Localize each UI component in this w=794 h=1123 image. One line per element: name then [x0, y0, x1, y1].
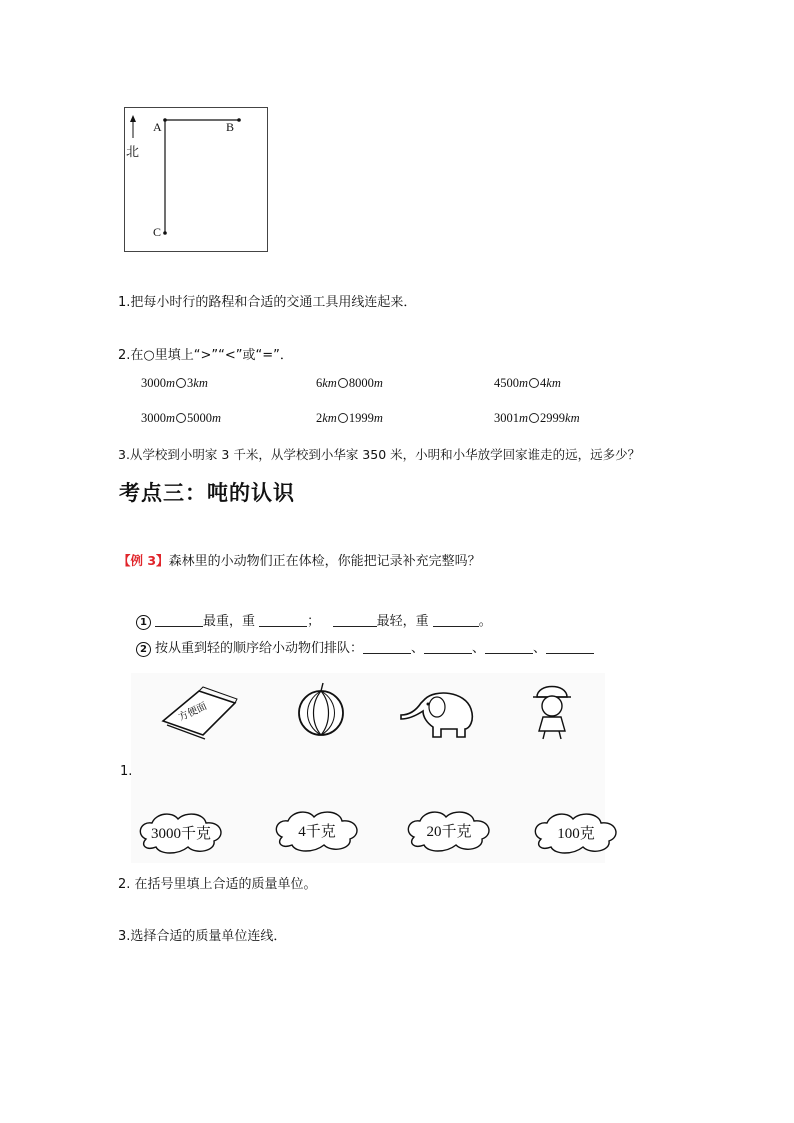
question-2b-text: 2. 在括号里填上合适的质量单位。 — [118, 877, 317, 892]
weight-label: 4千克 — [298, 824, 336, 840]
animals-picture-panel — [120, 673, 605, 863]
point-c-label: C — [153, 225, 162, 239]
example-3-line — [118, 550, 481, 569]
example-tag: 【例 3】 — [118, 553, 169, 568]
compare-circle[interactable] — [338, 413, 348, 423]
weight-cloud — [404, 807, 494, 853]
order-blank[interactable] — [485, 641, 533, 654]
direction-map-drawing — [125, 108, 269, 253]
compare-circle[interactable] — [529, 378, 539, 388]
point-c — [163, 231, 167, 235]
circled-number: 1 — [136, 615, 151, 630]
section-heading: 考点三：吨的认识 — [119, 481, 295, 505]
compare-item: 4500m 4km — [494, 376, 561, 390]
question-1-text: 1.把每小时行的路程和合适的交通工具用线连起来． — [118, 295, 417, 310]
elephant-icon — [395, 685, 481, 741]
direction-map-figure — [124, 107, 268, 252]
weight-label: 100克 — [557, 826, 595, 842]
weight-cloud — [136, 809, 226, 855]
compare-circle[interactable] — [529, 413, 539, 423]
blank-heaviest-weight[interactable] — [259, 614, 307, 627]
weight-cloud — [272, 807, 362, 853]
child-icon — [529, 679, 575, 741]
fill-text: 、 — [533, 641, 547, 656]
example-text: 森林里的小动物们正在体检，你能把记录补充完整吗？ — [168, 554, 481, 569]
fill-line-1 — [136, 610, 492, 630]
fill-line-2 — [136, 637, 594, 657]
compare-item: 3000m 3km — [141, 376, 208, 390]
question-3b-text: 3.选择合适的质量单位连线． — [118, 929, 287, 944]
point-b-label: B — [226, 120, 235, 134]
circled-number: 2 — [136, 642, 151, 657]
question-2-title: 2.在○里填上“>”“<”或“=”． — [118, 348, 293, 363]
noodle-label: 方便面 — [176, 700, 209, 724]
blank-lightest-weight[interactable] — [433, 614, 479, 627]
picture-item-number: 1. — [120, 764, 133, 779]
point-a — [163, 118, 167, 122]
weight-label: 20千克 — [426, 824, 472, 840]
order-blank[interactable] — [424, 641, 472, 654]
order-blank[interactable] — [546, 641, 594, 654]
blank-heaviest-animal[interactable] — [155, 614, 203, 627]
order-blank[interactable] — [363, 641, 411, 654]
compare-item: 2km 1999m — [316, 411, 383, 425]
point-b — [237, 118, 241, 122]
compare-item: 3000m 5000m — [141, 411, 222, 425]
fill-text: 最轻，重 — [376, 614, 429, 629]
compare-circle[interactable] — [176, 378, 186, 388]
fill-text: 按从重到轻的顺序给小动物们排队： — [155, 641, 364, 656]
compare-circle[interactable] — [176, 413, 186, 423]
north-label: 北 — [126, 145, 140, 160]
north-arrowhead-icon — [130, 115, 136, 122]
compare-item: 3001m 2999km — [494, 411, 580, 425]
fill-text: 。 — [478, 614, 492, 629]
fill-text: 最重，重 — [203, 614, 256, 629]
compare-item: 6km 8000m — [316, 376, 383, 390]
weight-cloud — [531, 809, 621, 855]
question-3-text: 3.从学校到小明家 3 千米，从学校到小华家 350 米，小明和小华放学回家谁走的远，远多少？ — [118, 447, 641, 462]
blank-lightest-animal[interactable] — [333, 614, 377, 627]
point-a-label: A — [153, 120, 162, 134]
fill-text: ； — [307, 614, 321, 629]
watermelon-icon — [293, 681, 349, 737]
fill-text: 、 — [472, 641, 486, 656]
weight-label: 3000千克 — [150, 826, 211, 842]
compare-circle[interactable] — [338, 378, 348, 388]
fill-text: 、 — [411, 641, 425, 656]
